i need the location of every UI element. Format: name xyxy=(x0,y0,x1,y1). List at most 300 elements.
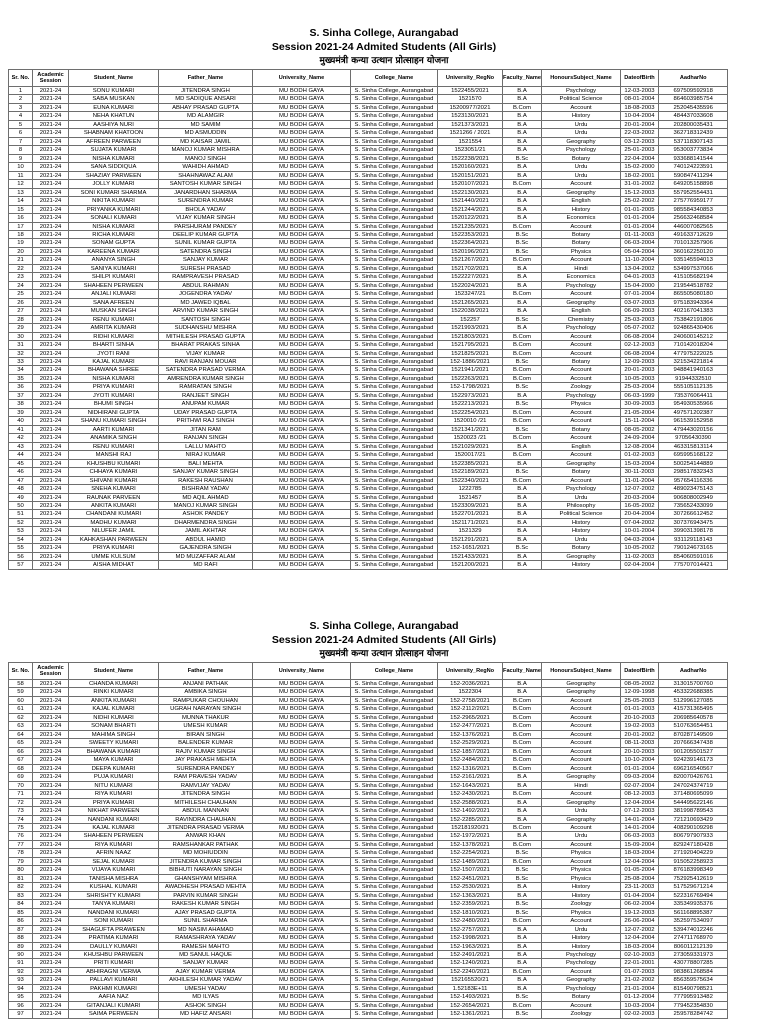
faculty-cell: B.A xyxy=(503,510,542,518)
table-row xyxy=(9,256,728,264)
aadhar-cell: 259578284742 xyxy=(659,1010,728,1018)
faculty-cell: B.Com xyxy=(503,1002,542,1010)
college-cell: S. Sinha College, Aurangabad xyxy=(351,426,438,434)
honours-subject-cell: Account xyxy=(542,451,621,459)
reg-no-cell: 1522340/2021 xyxy=(438,477,503,485)
father-name-cell: JAY PRAKASH MEHTA xyxy=(159,756,253,764)
dob-cell: 02-10-2003 xyxy=(621,951,659,959)
session-cell: 2021-24 xyxy=(33,883,69,891)
session-cell: 2021-24 xyxy=(33,951,69,959)
college-cell: S. Sinha College, Aurangabad xyxy=(351,239,438,247)
aadhar-cell: 371480695099 xyxy=(659,790,728,798)
dob-cell: 12-04-2004 xyxy=(621,858,659,866)
table-row xyxy=(9,909,728,917)
faculty-cell: B.Sc xyxy=(503,849,542,857)
table-row xyxy=(9,206,728,214)
dob-cell: 12-07-2002 xyxy=(621,926,659,934)
honours-subject-cell: Botany xyxy=(542,993,621,1001)
aadhar-cell: 298517832343 xyxy=(659,468,728,476)
father-name-cell: SUNIL SHARMA xyxy=(159,917,253,925)
dob-cell: 08-05-2002 xyxy=(621,680,659,688)
dob-cell: 01-01-2003 xyxy=(621,705,659,713)
dob-cell: 19-12-2003 xyxy=(621,909,659,917)
honours-subject-cell: Account xyxy=(542,790,621,798)
student-name-cell: KAJAL KUMARI xyxy=(69,824,159,832)
university-cell: MU BODH GAYA xyxy=(253,197,351,205)
student-name-cell: KAREENA KUMARI xyxy=(69,248,159,256)
faculty-cell: B.Com xyxy=(503,841,542,849)
session-cell: 2021-24 xyxy=(33,172,69,180)
dob-cell: 01-01-2004 xyxy=(621,223,659,231)
session-cell: 2021-24 xyxy=(33,265,69,273)
reg-no-cell: 152-1240/2021 xyxy=(438,959,503,967)
dob-cell: 21-05-2004 xyxy=(621,409,659,417)
aadhar-cell: 202800035431 xyxy=(659,121,728,129)
table-row xyxy=(9,223,728,231)
college-cell: S. Sinha College, Aurangabad xyxy=(351,934,438,942)
faculty-cell: B.A xyxy=(503,553,542,561)
sr-no-cell: 43 xyxy=(9,443,33,451)
table-row xyxy=(9,943,728,951)
sr-no-cell: 69 xyxy=(9,773,33,781)
student-name-cell: JOLLY KUMARI xyxy=(69,180,159,188)
faculty-cell: B.A xyxy=(503,943,542,951)
session-cell: 2021-24 xyxy=(33,959,69,967)
table-row xyxy=(9,824,728,832)
father-name-cell: ASHOK SINGH xyxy=(159,1002,253,1010)
father-name-cell: SANJAY KUMAR SINGH xyxy=(159,468,253,476)
honours-subject-cell: Urdu xyxy=(542,129,621,137)
father-name-cell: SUDHANSHU MISHRA xyxy=(159,324,253,332)
college-cell: S. Sinha College, Aurangabad xyxy=(351,468,438,476)
table-row xyxy=(9,748,728,756)
college-cell: S. Sinha College, Aurangabad xyxy=(351,502,438,510)
father-name-cell: JOGENDRA YADAV xyxy=(159,290,253,298)
session-cell: 2021-24 xyxy=(33,163,69,171)
session-cell: 2021-24 xyxy=(33,943,69,951)
aadhar-cell: 710142018204 xyxy=(659,341,728,349)
father-name-cell: RAMPUKAR CHOUHAN xyxy=(159,697,253,705)
college-cell: S. Sinha College, Aurangabad xyxy=(351,892,438,900)
reg-no-cell: 1522304 xyxy=(438,688,503,696)
aadhar-cell: 352597534097 xyxy=(659,917,728,925)
reg-no-cell: 152-1857/2021 xyxy=(438,748,503,756)
father-name-cell: ARVIND KUMAR SINGH xyxy=(159,307,253,315)
father-name-cell: MANOJ KUMAR SINGH xyxy=(159,502,253,510)
college-cell: S. Sinha College, Aurangabad xyxy=(351,443,438,451)
dob-cell: 05-04-2004 xyxy=(621,248,659,256)
session-cell: 2021-24 xyxy=(33,392,69,400)
session-subtitle: Session 2021-24 Admited Students (All Girls) xyxy=(271,634,497,646)
reg-no-cell: 152165520/21 xyxy=(438,976,503,984)
university-cell: MU BODH GAYA xyxy=(253,426,351,434)
student-name-cell: ANANYA SINGH xyxy=(69,256,159,264)
college-cell: S. Sinha College, Aurangabad xyxy=(351,705,438,713)
honours-subject-cell: Psychology xyxy=(542,87,621,95)
dob-cell: 16-05-2002 xyxy=(621,502,659,510)
dob-cell: 11-01-2004 xyxy=(621,477,659,485)
table-row xyxy=(9,129,728,137)
student-name-cell: RICHA KUMARI xyxy=(69,231,159,239)
university-cell: MU BODH GAYA xyxy=(253,1010,351,1018)
table-row xyxy=(9,460,728,468)
session-cell: 2021-24 xyxy=(33,155,69,163)
sr-no-cell: 34 xyxy=(9,366,33,374)
student-name-cell: SWEETY KUMARI xyxy=(69,739,159,747)
table-row xyxy=(9,104,728,112)
university-cell: MU BODH GAYA xyxy=(253,976,351,984)
reg-no-cell: 1521803/2021 xyxy=(438,333,503,341)
sr-no-cell: 37 xyxy=(9,392,33,400)
student-name-cell: RIDHI KUMARI xyxy=(69,333,159,341)
reg-no-cell: 1522038/2021 xyxy=(438,307,503,315)
student-name-cell: SHABNAM KHATOON xyxy=(69,129,159,137)
father-name-cell: SATENDRA SINGH xyxy=(159,248,253,256)
student-name-cell: KHUSHBU PARWEEN xyxy=(69,951,159,959)
aadhar-cell: 446007082565 xyxy=(659,223,728,231)
honours-subject-cell: History xyxy=(542,206,621,214)
session-cell: 2021-24 xyxy=(33,502,69,510)
honours-subject-cell: Geography xyxy=(542,460,621,468)
table-row xyxy=(9,875,728,883)
honours-subject-cell: Psychology xyxy=(542,959,621,967)
reg-no-cell: 152-1998/2021 xyxy=(438,934,503,942)
student-name-cell: MANSHI RAJ xyxy=(69,451,159,459)
sr-no-cell: 30 xyxy=(9,333,33,341)
father-name-cell: AJAY KUMAR VERMA xyxy=(159,968,253,976)
reg-no-cell: 152-2451/2021 xyxy=(438,875,503,883)
aadhar-cell: 240600145212 xyxy=(659,333,728,341)
university-cell: MU BODH GAYA xyxy=(253,697,351,705)
student-name-cell: SONI KUMARI SHARMA xyxy=(69,189,159,197)
aadhar-cell: 806011212139 xyxy=(659,943,728,951)
column-header: University_RegNo xyxy=(438,663,503,680)
father-name-cell: UMESH YADAV xyxy=(159,985,253,993)
sr-no-cell: 59 xyxy=(9,688,33,696)
column-header: HonoursSubject_Name xyxy=(542,70,621,87)
table-row xyxy=(9,180,728,188)
table-row xyxy=(9,350,728,358)
father-name-cell: MD SANUL HAQUE xyxy=(159,951,253,959)
session-cell: 2021-24 xyxy=(33,544,69,552)
college-cell: S. Sinha College, Aurangabad xyxy=(351,256,438,264)
college-cell: S. Sinha College, Aurangabad xyxy=(351,146,438,154)
aadhar-cell: 271920404229 xyxy=(659,849,728,857)
father-name-cell: SURENDRA KUMAR xyxy=(159,197,253,205)
student-name-cell: SNEHA KUMARI xyxy=(69,485,159,493)
university-cell: MU BODH GAYA xyxy=(253,265,351,273)
dob-cell: 26-06-2004 xyxy=(621,917,659,925)
faculty-cell: B.A xyxy=(503,189,542,197)
sr-no-cell: 51 xyxy=(9,510,33,518)
aadhar-cell: 870287149509 xyxy=(659,731,728,739)
aadhar-cell: 544495622146 xyxy=(659,799,728,807)
student-name-cell: SHAGUFTA PRAWEEN xyxy=(69,926,159,934)
aadhar-cell: 307266612452 xyxy=(659,510,728,518)
aadhar-cell: 864603985754 xyxy=(659,95,728,103)
dob-cell: 23-11-2003 xyxy=(621,883,659,891)
reg-no-cell: 152-1376/2021 xyxy=(438,731,503,739)
father-name-cell: MD MUZAFFAR ALAM xyxy=(159,553,253,561)
dob-cell: 15-09-2004 xyxy=(621,841,659,849)
aadhar-cell: 865505080180 xyxy=(659,290,728,298)
dob-cell: 31-01-2002 xyxy=(621,180,659,188)
dob-cell: 07-01-2004 xyxy=(621,290,659,298)
faculty-cell: B.A xyxy=(503,307,542,315)
honours-subject-cell: Physics xyxy=(542,909,621,917)
aadhar-cell: 537118307143 xyxy=(659,138,728,146)
father-name-cell: ASHOK PANDEY xyxy=(159,510,253,518)
honours-subject-cell: Account xyxy=(542,748,621,756)
dob-cell: 18-03-2004 xyxy=(621,943,659,951)
college-cell: S. Sinha College, Aurangabad xyxy=(351,155,438,163)
faculty-cell: B.Sc xyxy=(503,400,542,408)
faculty-cell: B.Com xyxy=(503,409,542,417)
father-name-cell: JITENDRA PRASAD VERMA xyxy=(159,824,253,832)
table-row xyxy=(9,172,728,180)
student-name-cell: BHARTI SINHA xyxy=(69,341,159,349)
faculty-cell: B.A xyxy=(503,485,542,493)
reg-no-cell: 152-2529/2021 xyxy=(438,739,503,747)
father-name-cell: AKHILESH KUMAR YADAV xyxy=(159,976,253,984)
college-cell: S. Sinha College, Aurangabad xyxy=(351,494,438,502)
sr-no-cell: 39 xyxy=(9,409,33,417)
reg-no-cell: 152-2036/2021 xyxy=(438,680,503,688)
column-header: AadharNo xyxy=(659,663,728,680)
sr-no-cell: 16 xyxy=(9,214,33,222)
reg-no-cell: 1520122/2021 xyxy=(438,214,503,222)
sr-no-cell: 80 xyxy=(9,866,33,874)
college-cell: S. Sinha College, Aurangabad xyxy=(351,400,438,408)
university-cell: MU BODH GAYA xyxy=(253,392,351,400)
university-cell: MU BODH GAYA xyxy=(253,544,351,552)
table-row xyxy=(9,494,728,502)
table-row xyxy=(9,510,728,518)
table-row xyxy=(9,773,728,781)
honours-subject-cell: Account xyxy=(542,341,621,349)
student-name-cell: PRIYANKA KUMARI xyxy=(69,206,159,214)
student-name-cell: SHAZIAY PARWEEN xyxy=(69,172,159,180)
session-cell: 2021-24 xyxy=(33,206,69,214)
students-table xyxy=(8,662,728,1019)
honours-subject-cell: Urdu xyxy=(542,121,621,129)
dob-cell: 30-11-2003 xyxy=(621,468,659,476)
session-cell: 2021-24 xyxy=(33,816,69,824)
session-cell: 2021-24 xyxy=(33,256,69,264)
student-name-cell: SONAM GUPTA xyxy=(69,239,159,247)
table-row xyxy=(9,95,728,103)
dob-cell: 06-08-2004 xyxy=(621,333,659,341)
session-cell: 2021-24 xyxy=(33,739,69,747)
reg-no-cell: 152-2491/2021 xyxy=(438,951,503,959)
aadhar-cell: 779452354830 xyxy=(659,1002,728,1010)
session-cell: 2021-24 xyxy=(33,366,69,374)
student-name-cell: RENU KUMARI xyxy=(69,443,159,451)
table-row xyxy=(9,917,728,925)
university-cell: MU BODH GAYA xyxy=(253,256,351,264)
father-name-cell: JITAN RAM xyxy=(159,426,253,434)
aadhar-cell: 252045435596 xyxy=(659,104,728,112)
sr-no-cell: 90 xyxy=(9,951,33,959)
student-name-cell: SANIYA KUMARI xyxy=(69,265,159,273)
sr-no-cell: 49 xyxy=(9,494,33,502)
honours-subject-cell: Hindi xyxy=(542,265,621,273)
aadhar-cell: 829247180428 xyxy=(659,841,728,849)
father-name-cell: RANJAN SINGH xyxy=(159,434,253,442)
honours-subject-cell: Account xyxy=(542,375,621,383)
aadhar-cell: 491633712629 xyxy=(659,231,728,239)
honours-subject-cell: English xyxy=(542,307,621,315)
student-name-cell: SHILPI KUMARI xyxy=(69,273,159,281)
university-cell: MU BODH GAYA xyxy=(253,849,351,857)
column-header: Student_Name xyxy=(69,70,159,87)
session-cell: 2021-24 xyxy=(33,299,69,307)
dob-cell: 10-10-2004 xyxy=(621,756,659,764)
student-name-cell: ANKITA KUMARI xyxy=(69,697,159,705)
faculty-cell: B.Com xyxy=(503,451,542,459)
sr-no-cell: 61 xyxy=(9,705,33,713)
sr-no-cell: 27 xyxy=(9,307,33,315)
college-cell: S. Sinha College, Aurangabad xyxy=(351,680,438,688)
university-cell: MU BODH GAYA xyxy=(253,765,351,773)
university-cell: MU BODH GAYA xyxy=(253,341,351,349)
father-name-cell: UMESH KUMAR xyxy=(159,722,253,730)
dob-cell: 15-11-2004 xyxy=(621,417,659,425)
father-name-cell: MD JAWED IQBAL xyxy=(159,299,253,307)
sr-no-cell: 72 xyxy=(9,799,33,807)
dob-cell: 15-02-2000 xyxy=(621,163,659,171)
dob-cell: 08-05-2002 xyxy=(621,426,659,434)
honours-subject-cell: History xyxy=(542,527,621,535)
dob-cell: 12-03-2003 xyxy=(621,87,659,95)
sr-no-cell: 57 xyxy=(9,561,33,569)
faculty-cell: B.A xyxy=(503,976,542,984)
aadhar-cell: 695995168122 xyxy=(659,451,728,459)
college-cell: S. Sinha College, Aurangabad xyxy=(351,316,438,324)
honours-subject-cell: Account xyxy=(542,756,621,764)
father-name-cell: AJAY PRASAD GUPTA xyxy=(159,909,253,917)
reg-no-cell: 1521171/2021 xyxy=(438,519,503,527)
university-cell: MU BODH GAYA xyxy=(253,180,351,188)
aadhar-cell: 961539152958 xyxy=(659,417,728,425)
table-row xyxy=(9,273,728,281)
aadhar-cell: 876183998349 xyxy=(659,866,728,874)
university-cell: MU BODH GAYA xyxy=(253,782,351,790)
honours-subject-cell: History xyxy=(542,112,621,120)
dob-cell: 07-04-2002 xyxy=(621,519,659,527)
aadhar-cell: 557952554431 xyxy=(659,189,728,197)
reg-no-cell: 1522455/2021 xyxy=(438,87,503,95)
student-name-cell: NILUFER JAMIL xyxy=(69,527,159,535)
faculty-cell: B.Sc xyxy=(503,909,542,917)
table-row xyxy=(9,112,728,120)
session-cell: 2021-24 xyxy=(33,273,69,281)
student-name-cell: CHHAYA KUMARI xyxy=(69,468,159,476)
sr-no-cell: 31 xyxy=(9,341,33,349)
students-table xyxy=(8,69,728,570)
reg-no-cell: 1521941/2021 xyxy=(438,366,503,374)
table-row xyxy=(9,417,728,425)
session-cell: 2021-24 xyxy=(33,909,69,917)
university-cell: MU BODH GAYA xyxy=(253,95,351,103)
session-cell: 2021-24 xyxy=(33,697,69,705)
dob-cell: 25-08-2004 xyxy=(621,875,659,883)
college-cell: S. Sinha College, Aurangabad xyxy=(351,112,438,120)
session-cell: 2021-24 xyxy=(33,985,69,993)
honours-subject-cell: Urdu xyxy=(542,832,621,840)
university-cell: MU BODH GAYA xyxy=(253,519,351,527)
student-name-cell: NISHA KUMARI xyxy=(69,375,159,383)
college-cell: S. Sinha College, Aurangabad xyxy=(351,341,438,349)
dob-cell: 20-10-2003 xyxy=(621,714,659,722)
session-cell: 2021-24 xyxy=(33,307,69,315)
aadhar-cell: 924865430406 xyxy=(659,324,728,332)
sr-no-cell: 35 xyxy=(9,375,33,383)
faculty-cell: B.Sc xyxy=(503,900,542,908)
aadhar-cell: 590847411294 xyxy=(659,172,728,180)
aadhar-cell: 856359575634 xyxy=(659,976,728,984)
college-cell: S. Sinha College, Aurangabad xyxy=(351,350,438,358)
sr-no-cell: 36 xyxy=(9,383,33,391)
honours-subject-cell: Zoology xyxy=(542,383,621,391)
honours-subject-cell: History xyxy=(542,892,621,900)
college-cell: S. Sinha College, Aurangabad xyxy=(351,875,438,883)
university-cell: MU BODH GAYA xyxy=(253,121,351,129)
column-header: AadharNo xyxy=(659,70,728,87)
father-name-cell: SANTOSH SINGH xyxy=(159,316,253,324)
student-name-cell: NISHA KUMARI xyxy=(69,155,159,163)
faculty-cell: B.A xyxy=(503,832,542,840)
session-cell: 2021-24 xyxy=(33,866,69,874)
student-name-cell: SONU KUMARI xyxy=(69,87,159,95)
faculty-cell: B.Com xyxy=(503,917,542,925)
father-name-cell: MD ALAMGIR xyxy=(159,112,253,120)
reg-no-cell: 152-2530/2021 xyxy=(438,883,503,891)
sr-no-cell: 28 xyxy=(9,316,33,324)
college-cell: S. Sinha College, Aurangabad xyxy=(351,731,438,739)
student-name-cell: MAYA KUMARI xyxy=(69,756,159,764)
aadhar-cell: 274711768970 xyxy=(659,934,728,942)
student-name-cell: NEHA KHATUN xyxy=(69,112,159,120)
student-name-cell: JYOTI KUMARI xyxy=(69,392,159,400)
faculty-cell: B.A xyxy=(503,536,542,544)
university-cell: MU BODH GAYA xyxy=(253,875,351,883)
sr-no-cell: 73 xyxy=(9,807,33,815)
dob-cell: 06-09-2003 xyxy=(621,307,659,315)
university-cell: MU BODH GAYA xyxy=(253,206,351,214)
father-name-cell: MANOJ KUMAR MISHRA xyxy=(159,146,253,154)
student-name-cell: DAULLY KUMARI xyxy=(69,943,159,951)
father-name-cell: RAMPRAVESH PRASAD xyxy=(159,273,253,281)
father-name-cell: AWADHESH PRASAD MEHTA xyxy=(159,883,253,891)
sr-no-cell: 64 xyxy=(9,731,33,739)
university-cell: MU BODH GAYA xyxy=(253,832,351,840)
university-cell: MU BODH GAYA xyxy=(253,248,351,256)
dob-cell: 25-03-2004 xyxy=(621,383,659,391)
faculty-cell: B.Sc xyxy=(503,358,542,366)
honours-subject-cell: Account xyxy=(542,714,621,722)
university-cell: MU BODH GAYA xyxy=(253,324,351,332)
column-header: University_Name xyxy=(253,663,351,680)
student-name-cell: RIYA KUMARI xyxy=(69,841,159,849)
father-name-cell: MITHILESH CHAUHAN xyxy=(159,799,253,807)
university-cell: MU BODH GAYA xyxy=(253,900,351,908)
student-name-cell: DEEPA KUMARI xyxy=(69,765,159,773)
college-cell: S. Sinha College, Aurangabad xyxy=(351,477,438,485)
sr-no-cell: 58 xyxy=(9,680,33,688)
faculty-cell: B.A xyxy=(503,324,542,332)
faculty-cell: B.Sc xyxy=(503,316,542,324)
